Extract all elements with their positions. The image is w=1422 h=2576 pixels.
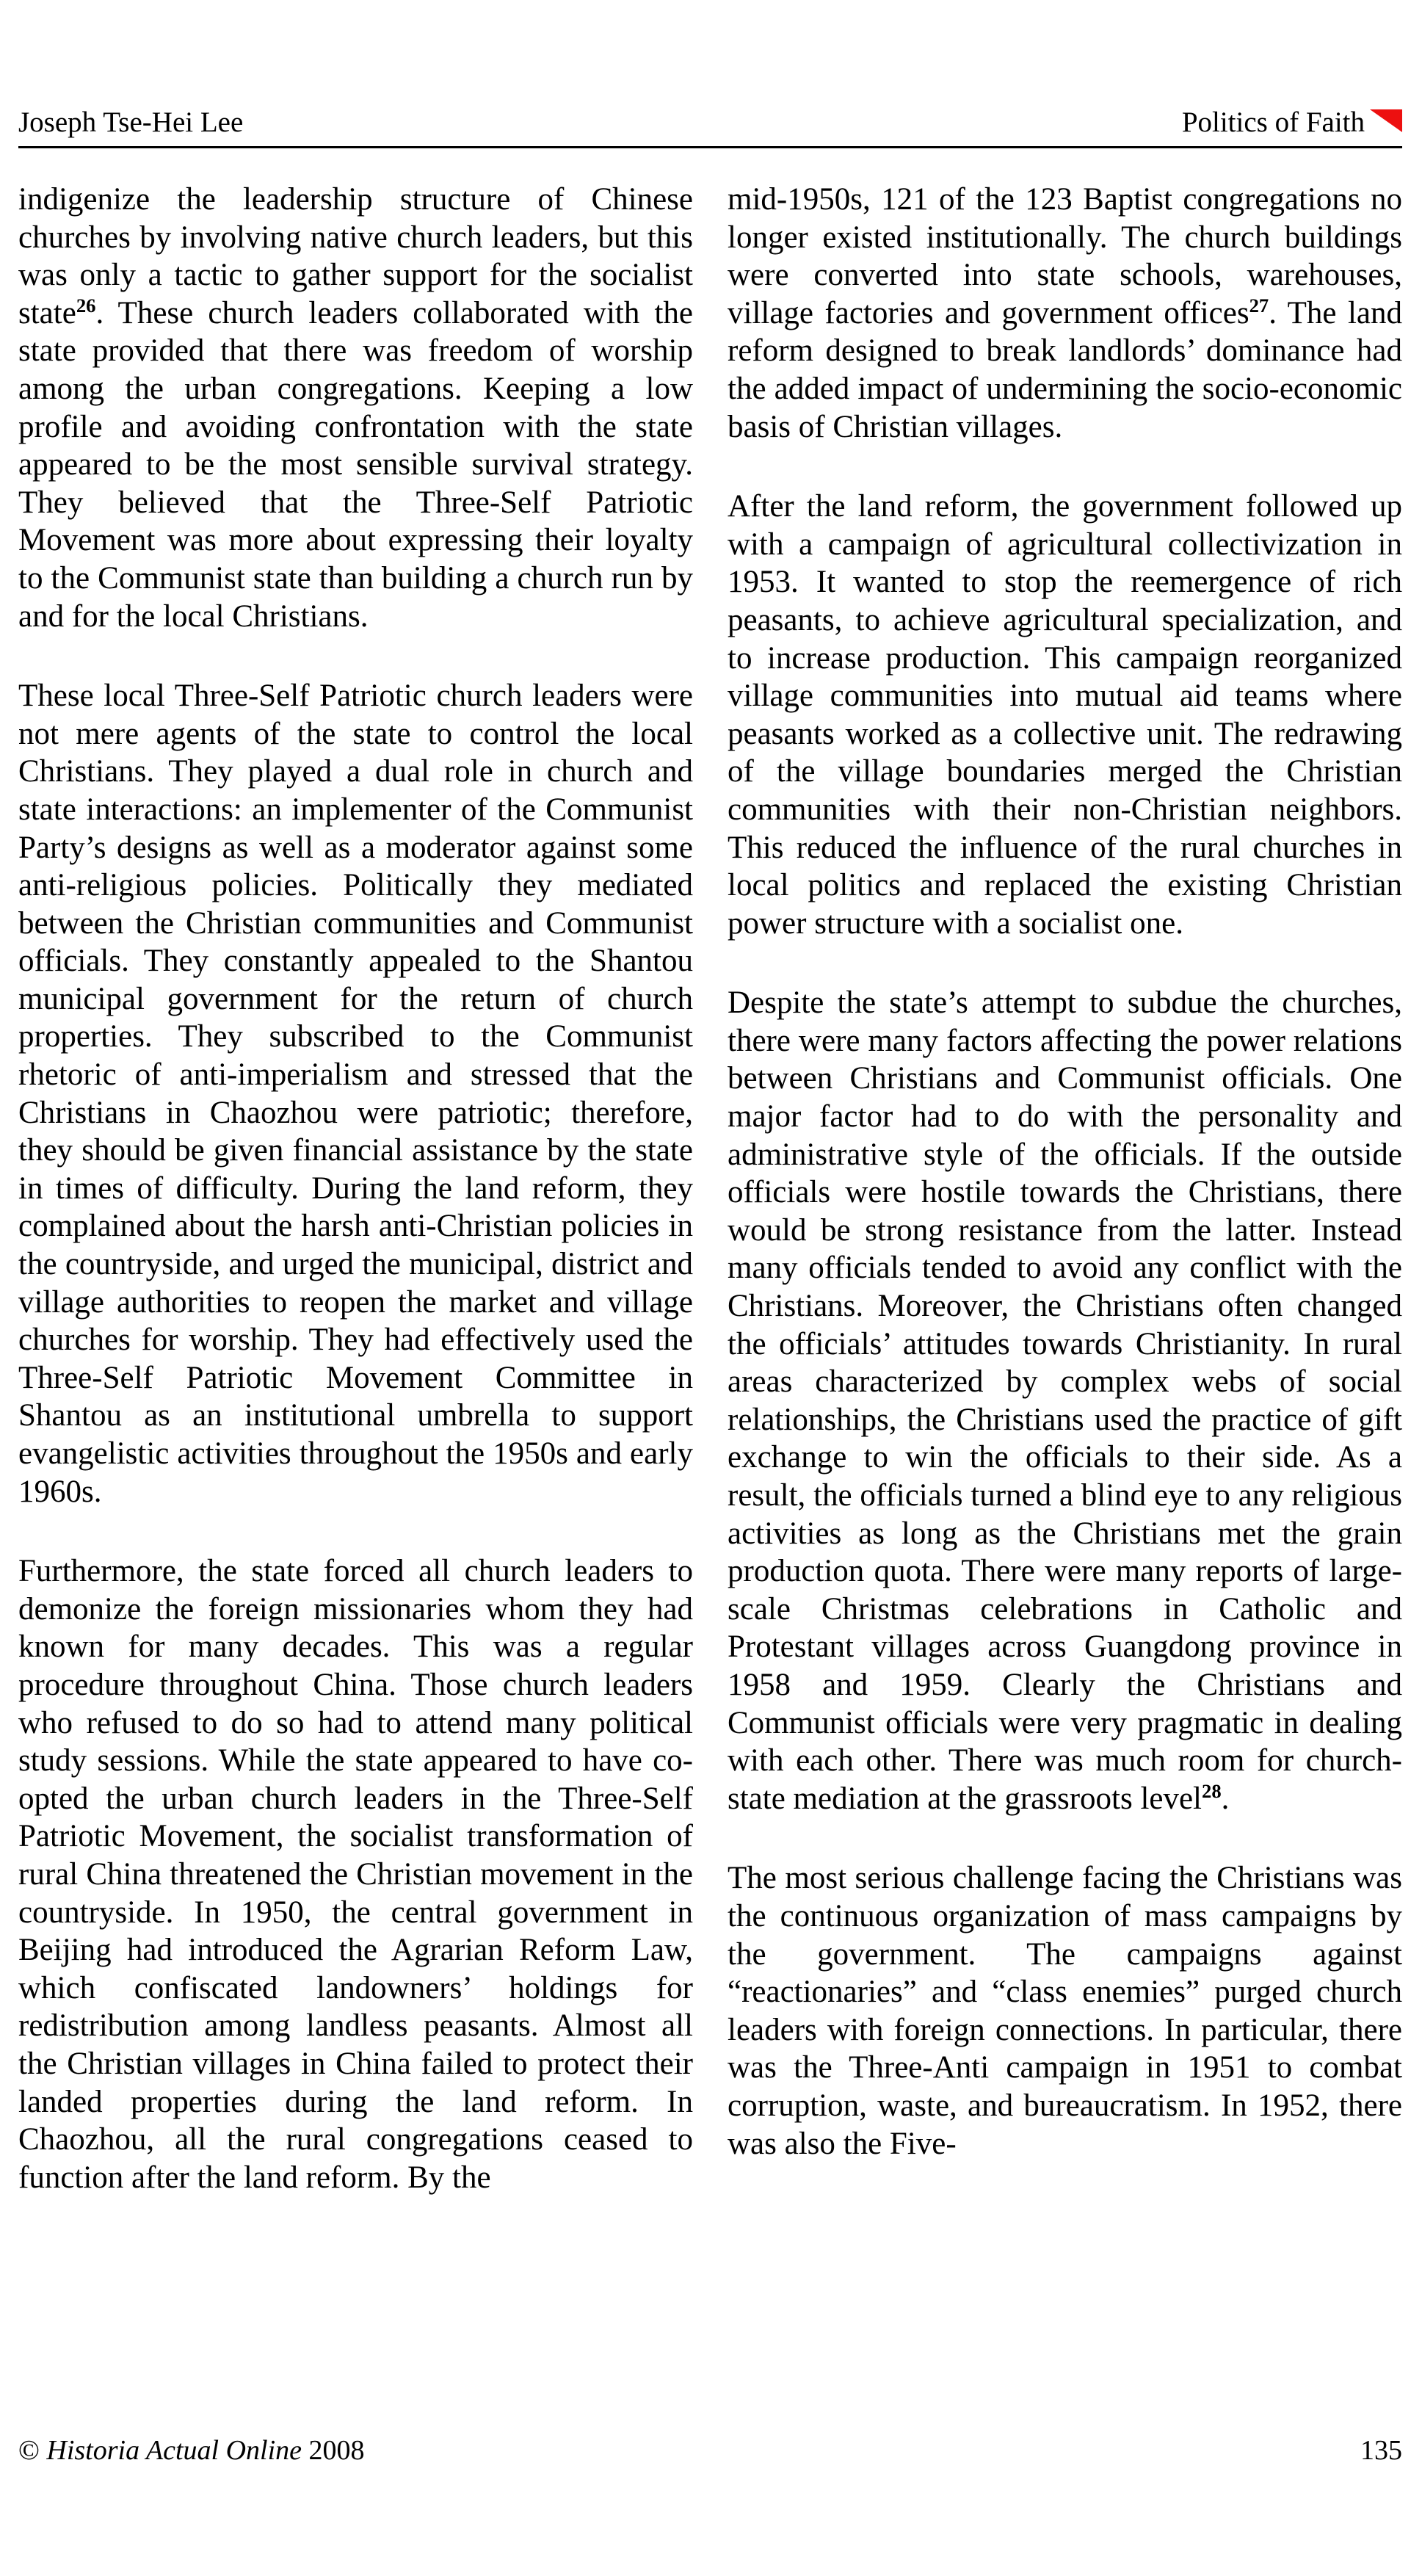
text-run: The most serious challenge facing the Christians was the continuous organization of mass campaigns by the government. The campaigns against “reactionaries” and “class enemies” purged church leaders with foreign connections. In particular, there was the Three-Anti campaign in 1951 to combat corruption, waste, and bureaucratism. In 1952, there was also the Five- [728, 1861, 1402, 2161]
text-run: . These church leaders collaborated with the state provided that there was freedom of worship among the urban congregations. Keeping a low profile and avoiding confrontation with the state appeared to be the most sensible survival strategy. They believed that the Three-Self Patriotic Movement was more about expressing their loyalty to the Communist state than building a church run by and for the local Christians. [18, 295, 693, 634]
red-flag-icon [1370, 109, 1402, 132]
copyright-year: 2008 [302, 2435, 365, 2466]
page-footer [18, 2435, 1402, 2467]
body-paragraph [728, 1859, 1402, 2163]
header-running-title-group [1182, 107, 1402, 139]
text-run: mid-1950s, 121 of the 123 Baptist congregations no longer existed institutionally. The church buildings were converted into state schools, warehouses, village factories and government offices [728, 182, 1402, 330]
text-run: indigenize the leadership structure of Chinese churches by involving native church leaders, but this was only a tactic to gather support for the socialist state [18, 182, 693, 330]
footnote-reference: 26 [76, 294, 96, 317]
body-paragraph [728, 984, 1402, 1817]
header-author: Joseph Tse-Hei Lee [18, 106, 244, 138]
text-run: . The land reform designed to break landlords’ dominance had the added impact of undermining the socio-economic basis of Christian villages. [728, 295, 1402, 444]
header-rule [18, 146, 1402, 148]
two-column-body [18, 181, 1402, 2196]
right-column [728, 181, 1402, 2196]
journal-name: Historia Actual Online [46, 2435, 302, 2466]
footnote-reference: 27 [1249, 294, 1269, 317]
text-run: Furthermore, the state forced all church leaders to demonize the foreign missionaries whom they had known for many decades. This was a regular procedure throughout China. Those church leaders who refused to do so had to attend many political study sessions. While the state appeared to have co-opted the urban church leaders in the Three-Self Patriotic Movement, the socialist transformation of rural China threatened the Christian movement in the countryside. In 1950, the central government in Beijing had introduced the Agrarian Reform Law, which confiscated landowners’ holdings for redistribution among landless peasants. Almost all the Christian villages in China failed to protect their landed properties during the land reform. In Chaozhou, all the rural congregations ceased to function after the land reform. By the [18, 1554, 693, 2195]
text-run: . [1221, 1781, 1230, 1816]
text-run: Despite the state’s attempt to subdue the churches, there were many factors affecting the power relations between Christians and Communist officials. One major factor had to do with the personality and administrative style of the officials. If the outside officials were hostile towards the Christians, there would be strong resistance from the latter. Instead many officials tended to avoid any conflict with the Christians. Moreover, the Christians often changed the officials’ attitudes towards Christianity. In rural areas characterized by complex webs of social relationships, the Christians used the practice of gift exchange to win the officials to their side. As a result, the officials turned a blind eye to any religious activities as long as the Christians met the grain production quota. There were many reports of large-scale Christmas celebrations in Catholic and Protestant villages across Guangdong province in 1958 and 1959. Clearly the Christians and Communist officials were very pragmatic in dealing with each other. There was much room for church-state mediation at the grassroots level [728, 985, 1402, 1816]
body-paragraph [728, 488, 1402, 942]
body-paragraph [18, 677, 693, 1510]
text-run: After the land reform, the government followed up with a campaign of agricultural collectivization in 1953. It wanted to stop the reemergence of rich peasants, to achieve agricultural specialization, and to increase production. This campaign reorganized village communities into mutual aid teams where peasants worked as a collective unit. The redrawing of the village boundaries merged the Christian communities with their non-Christian neighbors. This reduced the influence of the rural churches in local politics and replaced the existing Christian power structure with a socialist one. [728, 489, 1402, 941]
footnote-reference: 28 [1202, 1780, 1222, 1803]
running-title: Politics of Faith [1181, 106, 1365, 138]
body-paragraph [18, 181, 693, 635]
text-run: These local Three-Self Patriotic church leaders were not mere agents of the state to control the local Christians. They played a dual role in church and state interactions: an implementer of the Communist Party’s designs as well as a moderator against some anti-religious policies. Politically they mediated between the Christian communities and Communist officials. They constantly appealed to the Shantou municipal government for the return of church properties. They subscribed to the Communist rhetoric of anti-imperialism and stressed that the Christians in Chaozhou were patriotic; therefore, they should be given financial assistance by the state in times of difficulty. During the land reform, they complained about the harsh anti-Christian policies in the countryside, and urged the municipal, district and village authorities to reopen the market and village churches for worship. They had effectively used the Three-Self Patriotic Movement Committee in Shantou as an institutional umbrella to support evangelistic activities throughout the 1950s and early 1960s. [18, 679, 693, 1509]
left-column [18, 181, 693, 2196]
body-paragraph [728, 181, 1402, 446]
page-header [18, 107, 1402, 139]
copyright-symbol: © [18, 2435, 47, 2466]
copyright-notice [18, 2435, 365, 2467]
page-number: 135 [1360, 2435, 1402, 2466]
body-paragraph [18, 1552, 693, 2196]
